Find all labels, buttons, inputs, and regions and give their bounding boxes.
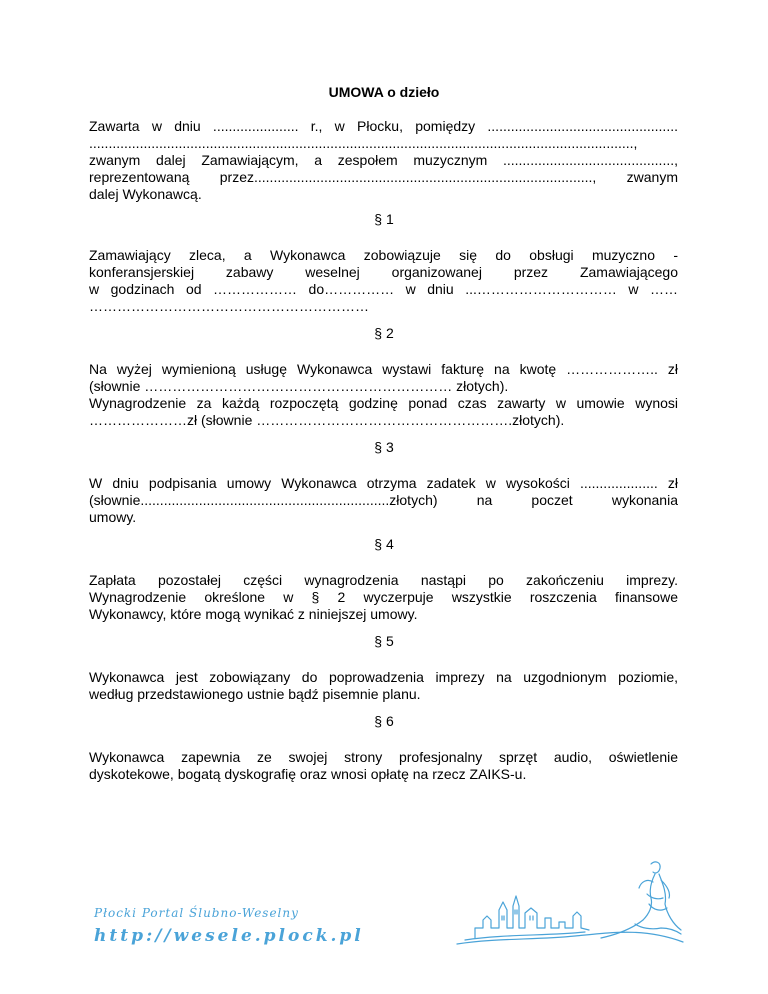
intro-paragraph xyxy=(89,118,678,203)
intro-line: zwanym dalej Zamawiającym, a zespołem muzycznym ............................................, xyxy=(89,152,678,168)
section-line: Zamawiający zleca, a Wykonawca zobowiązuje się do obsługi muzyczno - xyxy=(89,247,678,263)
intro-line: reprezentowaną przez......................................................................................., zwanym xyxy=(89,169,678,185)
section-line: (słownie ………………………………………………………… złotych). xyxy=(89,378,509,394)
section-line: Wynagrodzenie określone w § 2 wyczerpuje wszystkie roszczenia finansowe xyxy=(89,589,678,605)
intro-line: ............................................................................................................................................, xyxy=(89,135,638,151)
section-5-heading: § 5 xyxy=(374,633,394,649)
section-line: Wykonawca zapewnia ze swojej strony profesjonalny sprzęt audio, oświetlenie xyxy=(89,749,678,765)
document-title: UMOWA o dzieło xyxy=(328,84,440,100)
section-line: umowy. xyxy=(89,509,137,525)
footer-portal-name: Płocki Portal Ślubno-Weselny xyxy=(94,906,299,920)
section-4-text xyxy=(89,572,678,623)
section-line: Wynagrodzenie za każdą rozpoczętą godzinę ponad czas zawarty w umowie wynosi xyxy=(89,395,678,411)
section-1-heading: § 1 xyxy=(374,211,394,227)
section-line: …………………………………………………… xyxy=(89,298,369,314)
section-5-text xyxy=(89,669,678,703)
intro-line: Zawarta w dniu ...................... r., w Płocku, pomiędzy ................................................. xyxy=(89,118,678,134)
section-line: konferansjerskiej zabawy weselnej organizowanej przez Zamawiającego xyxy=(89,264,678,280)
section-2-text xyxy=(89,361,678,429)
section-3-text xyxy=(89,475,678,526)
section-3-heading: § 3 xyxy=(374,439,394,455)
plock-skyline-bride-logo-icon xyxy=(455,858,685,948)
section-1-text xyxy=(89,247,678,315)
section-line: Na wyżej wymienioną usługę Wykonawca wystawi fakturę na kwotę ……………….. zł xyxy=(89,361,678,377)
section-line: w godzinach od ……………… do…………… w dniu ...………………………… w …… xyxy=(89,281,678,297)
section-line: według przedstawionego ustnie bądź pisemnie planu. xyxy=(89,686,421,702)
section-6-text xyxy=(89,749,678,783)
section-line: Zapłata pozostałej części wynagrodzenia nastąpi po zakończeniu imprezy. xyxy=(89,572,678,588)
section-line: W dniu podpisania umowy Wykonawca otrzyma zadatek w wysokości .................... zł xyxy=(89,475,678,491)
section-6-heading: § 6 xyxy=(374,713,394,729)
section-line: Wykonawca jest zobowiązany do poprowadzenia imprezy na uzgodnionym poziomie, xyxy=(89,669,678,685)
section-4-heading: § 4 xyxy=(374,536,394,552)
section-2-heading: § 2 xyxy=(374,325,394,341)
section-line: dyskotekowe, bogatą dyskografię oraz wnosi opłatę na rzecz ZAIKS-u. xyxy=(89,766,527,782)
section-line: …………………zł (słownie ……………………………………………….złotych). xyxy=(89,412,565,428)
footer-url: http://wesele.plock.pl xyxy=(94,926,364,946)
section-line: (słownie................................................................złotych) na poczet wykonania xyxy=(89,492,678,508)
section-line: Wykonawcy, które mogą wynikać z niniejszej umowy. xyxy=(89,606,418,622)
intro-line: dalej Wykonawcą. xyxy=(89,186,202,202)
